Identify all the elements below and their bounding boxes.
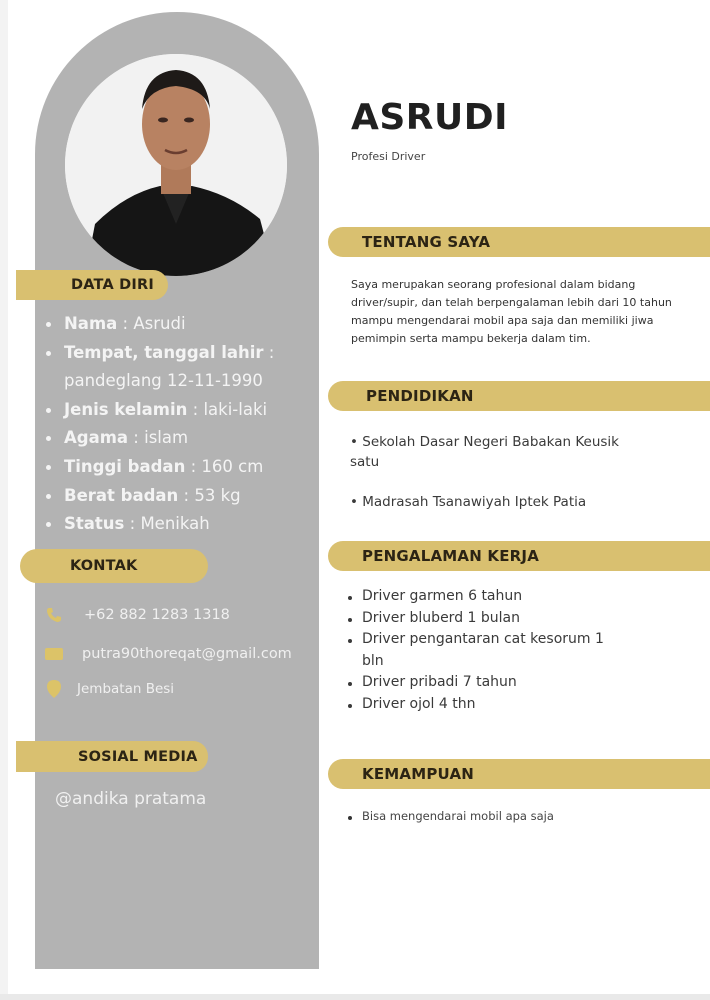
- address-text: Jembatan Besi: [77, 681, 175, 697]
- experience-item: Driver garmen 6 tahun: [346, 586, 626, 608]
- personal-data-list: [44, 310, 314, 539]
- section-header-tentang-saya: [328, 227, 710, 257]
- section-title: KONTAK: [70, 558, 138, 574]
- about-text: Saya merupakan seorang profesional dalam bidang driver/supir, dan telah berpengalaman lebih dari 10 tahun mampu mengendarai mobil apa saja dan memiliki jiwa pemimpin serta mampu bekerja dalam tim.: [351, 278, 672, 345]
- section-title: TENTANG SAYA: [362, 233, 491, 251]
- section-header-kontak: [20, 549, 208, 583]
- contact-address: [44, 680, 174, 698]
- section-header-kemampuan: [328, 759, 710, 789]
- experience-item: Driver bluberd 1 bulan: [346, 608, 626, 630]
- page-edge-divider: [0, 994, 710, 1000]
- phone-number[interactable]: +62 882 1283 1318: [84, 607, 230, 623]
- email-address[interactable]: putra90thoreqat@gmail.com: [82, 646, 292, 662]
- skill-item: Bisa mengendarai mobil apa saja: [346, 809, 554, 823]
- experience-item: Driver pribadi 7 tahun: [346, 672, 626, 694]
- education-item: • Sekolah Dasar Negeri Babakan Keusik satu: [350, 434, 620, 470]
- section-title: SOSIAL MEDIA: [78, 748, 198, 765]
- social-media-handle[interactable]: @andika pratama: [55, 789, 207, 809]
- profile-name: ASRUDI: [351, 97, 509, 138]
- data-item-tinggi: Tinggi badan : 160 cm: [44, 453, 314, 482]
- data-item-status: Status : Menikah: [44, 510, 314, 539]
- education-item: • Madrasah Tsanawiyah Iptek Patia: [350, 494, 587, 510]
- section-title: DATA DIRI: [71, 277, 154, 293]
- section-title: PENDIDIKAN: [366, 387, 474, 405]
- resume-page: [8, 0, 710, 1000]
- email-icon: [44, 645, 64, 663]
- data-item-nama: Nama : Asrudi: [44, 310, 314, 339]
- contact-email: [44, 645, 292, 663]
- section-title: KEMAMPUAN: [362, 765, 475, 783]
- skills-list: [346, 809, 554, 823]
- section-header-sosial-media: [16, 741, 208, 772]
- section-header-data-diri: [16, 270, 168, 300]
- data-item-ttl: Tempat, tanggal lahir : pandeglang 12-11-1990: [44, 339, 314, 396]
- experience-item: Driver pengantaran cat kesorum 1 bln: [346, 629, 626, 672]
- profile-photo: [65, 54, 287, 276]
- work-experience-list: [346, 586, 626, 715]
- section-title: PENGALAMAN KERJA: [362, 547, 540, 565]
- profile-role: Profesi Driver: [351, 150, 426, 163]
- data-item-agama: Agama : islam: [44, 424, 314, 453]
- location-pin-icon: [44, 680, 64, 698]
- section-header-pendidikan: [328, 381, 710, 411]
- contact-phone: [44, 606, 230, 624]
- data-item-jenis-kelamin: Jenis kelamin : laki-laki: [44, 396, 314, 425]
- person-photo-icon: [65, 54, 287, 276]
- section-header-pengalaman-kerja: [328, 541, 710, 571]
- data-item-berat: Berat badan : 53 kg: [44, 482, 314, 511]
- phone-icon: [44, 606, 64, 624]
- experience-item: Driver ojol 4 thn: [346, 694, 626, 716]
